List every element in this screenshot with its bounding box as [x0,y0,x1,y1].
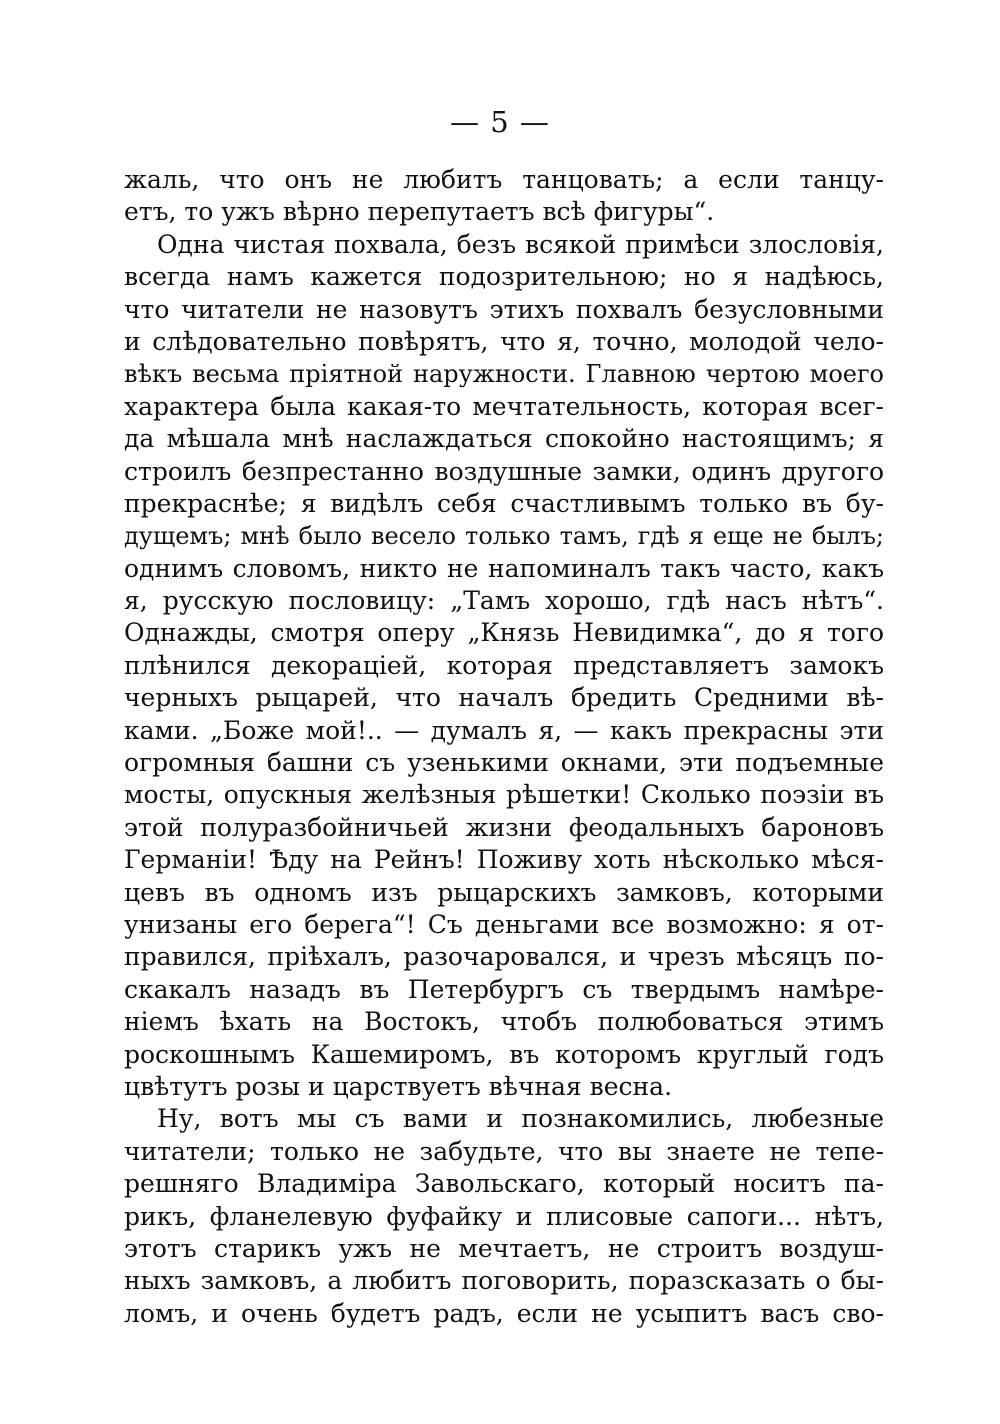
text-line: роскошнымъ Кашемиромъ, въ которомъ круглый годъ [124,1039,884,1069]
text-line: скакалъ назадъ въ Петербургъ съ твердымъ намѣре- [124,974,884,1004]
text-line: ніемъ ѣхать на Востокъ, чтобъ полюбоваться этимъ [124,1007,884,1037]
text-line: однимъ словомъ, никто не напоминалъ такъ часто, какъ [124,553,884,583]
text-line: цевъ въ одномъ изъ рыцарскихъ замковъ, которыми [124,877,884,907]
text-line: цвѣтутъ розы и царствуетъ вѣчная весна. [124,1071,673,1101]
text-line: читатели; только не забудьте, что вы знаете не тепе- [124,1136,884,1166]
text-line: мосты, опускныя желѣзныя рѣшетки! Сколько поэзіи въ [124,780,884,810]
text-line: ками. „Боже мой!.. — думалъ я, — какъ прекрасны эти [124,715,884,745]
text-line: ныхъ замковъ, а любитъ поговорить, поразсказать о бы- [124,1266,884,1296]
text-line: черныхъ рыцарей, что началъ бредить Средними вѣ- [124,683,884,713]
text-line: Одна чистая похвала, безъ всякой примѣси злословія, [157,229,884,259]
text-line: да мѣшала мнѣ наслаждаться спокойно настоящимъ; я [124,424,884,454]
text-line: строилъ безпрестанно воздушные замки, одинъ другого [124,456,884,486]
body-text [124,164,884,1330]
text-line: и слѣдовательно повѣрятъ, что я, точно, молодой чело- [124,326,884,356]
text-line: прекраснѣе; я видѣлъ себя счастливымъ только въ бу- [124,488,884,518]
text-line: етъ, то ужъ вѣрно перепутаетъ всѣ фигуры“. [124,197,715,227]
text-line: жаль, что онъ не любитъ танцовать; а если танцу- [124,165,884,194]
page-number: — 5 — [450,105,550,139]
text-line: дущемъ; мнѣ было весело только тамъ, гдѣ я еще не былъ; [124,522,884,551]
text-line: Ну, вотъ мы съ вами и познакомились, любезные [157,1104,884,1134]
text-line: плѣнился декорацiей, которая представляетъ замокъ [124,650,884,680]
text-line: что читатели не назовутъ этихъ похвалъ безусловными [124,294,884,324]
text-line: вѣкъ весьма пріятной наружности. Главною чертою моего [124,360,884,389]
text-line: характера была какая-то мечтательность, которая всег- [124,391,884,421]
text-line: Однажды, смотря оперу „Князь Невидимка“, до я того [124,618,884,648]
text-line: правился, пріѣхалъ, разочаровался, и чрезъ мѣсяцъ по- [124,942,884,972]
text-line: всегда намъ кажется подозрительною; но я надѣюсь, [124,262,884,292]
text-line: решняго Владиміра Завольскаго, который носитъ па- [124,1169,884,1199]
text-line: Германіи! Ѣду на Рейнъ! Поживу хоть нѣсколько мѣся- [124,845,884,875]
text-line: этотъ старикъ ужъ не мечтаетъ, не строитъ воздуш- [124,1233,884,1263]
text-line: ломъ, и очень будетъ радъ, если не усыпитъ васъ сво- [124,1298,884,1328]
text-line: огромныя башни съ узенькими окнами, эти подъемные [124,748,884,778]
text-line: этой полуразбойничьей жизни феодальныхъ бароновъ [124,812,884,842]
text-line: я, русскую пословицу: „Тамъ хорошо, гдѣ насъ нѣтъ“. [124,586,884,616]
text-line: унизаны его берега“! Съ деньгами все возможно: я от- [124,909,884,939]
text-line: рикъ, фланелевую фуфайку и плисовые сапоги... нѣтъ, [124,1201,884,1231]
